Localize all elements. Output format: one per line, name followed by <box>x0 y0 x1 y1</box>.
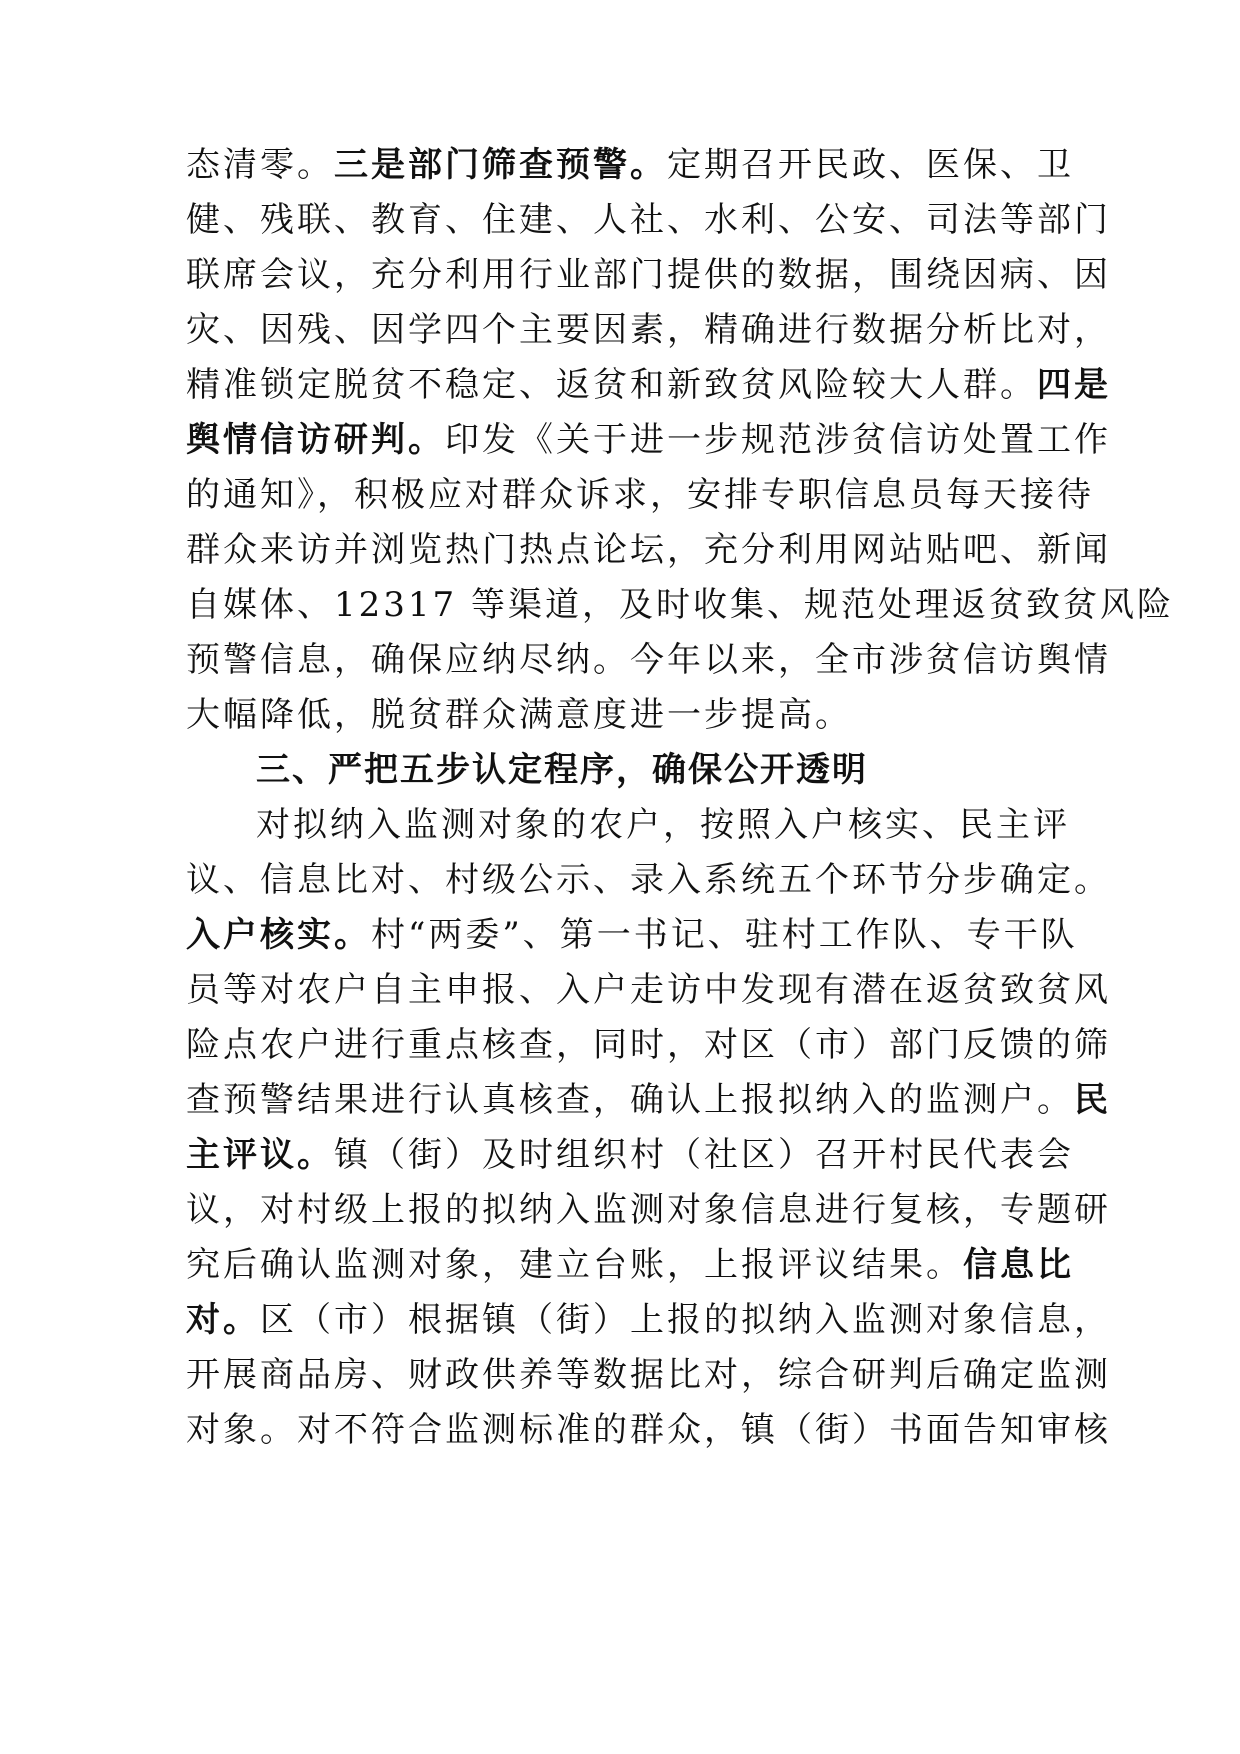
bold-lead-phrase: 信息比 <box>963 1245 1074 1285</box>
text-segment: 议、信息比对、村级公示、录入系统五个环节分步确定。 <box>186 860 1111 900</box>
text-segment: 的通知》，积极应对群众诉求，安排专职信息员每天接待 <box>186 475 1094 515</box>
bold-lead-phrase: 三是部门筛查预警。 <box>334 145 667 185</box>
text-line <box>186 1300 1111 1340</box>
section-heading <box>256 750 1136 790</box>
text-line <box>186 1355 1111 1395</box>
text-line <box>186 1025 1111 1065</box>
text-segment: 镇（街）及时组织村（社区）召开村民代表会 <box>334 1135 1074 1175</box>
text-segment: 健、残联、教育、住建、人社、水利、公安、司法等部门 <box>186 200 1111 240</box>
text-line <box>186 530 1111 570</box>
text-line <box>186 585 1174 625</box>
text-line <box>186 420 1111 460</box>
bold-lead-phrase: 四是 <box>1037 365 1111 405</box>
text-line <box>186 860 1111 900</box>
text-segment: 对拟纳入监测对象的农户，按照入户核实、民主评 <box>256 805 1070 845</box>
text-segment: 区（市）根据镇（街）上报的拟纳入监测对象信息， <box>260 1300 1111 1340</box>
text-line <box>186 970 1111 1010</box>
paragraph-first-line <box>256 805 1136 845</box>
text-segment: 预警信息，确保应纳尽纳。今年以来，全市涉贫信访舆情 <box>186 640 1111 680</box>
text-segment: 开展商品房、财政供养等数据比对，综合研判后确定监测 <box>186 1355 1111 1395</box>
text-line <box>186 200 1111 240</box>
text-line <box>186 1190 1111 1230</box>
text-line <box>186 1135 1074 1175</box>
text-line <box>186 365 1111 405</box>
text-line <box>186 915 1078 955</box>
text-segment: 联席会议，充分利用行业部门提供的数据，围绕因病、因 <box>186 255 1111 295</box>
text-segment: 查预警结果进行认真核查，确认上报拟纳入的监测户。 <box>186 1080 1074 1120</box>
text-segment: 究后确认监测对象，建立台账，上报评议结果。 <box>186 1245 963 1285</box>
text-line <box>186 1410 1111 1450</box>
text-line <box>186 1080 1111 1120</box>
text-segment: 对象。对不符合监测标准的群众，镇（街）书面告知审核 <box>186 1410 1111 1450</box>
text-segment: 村“两委”、第一书记、驻村工作队、专干队 <box>371 915 1078 955</box>
text-line <box>186 255 1111 295</box>
text-segment: 议，对村级上报的拟纳入监测对象信息进行复核，专题研 <box>186 1190 1111 1230</box>
text-line <box>186 475 1094 515</box>
text-segment: 灾、因残、因学四个主要因素，精确进行数据分析比对， <box>186 310 1111 350</box>
bold-lead-phrase: 入户核实。 <box>186 915 371 955</box>
text-segment: 员等对农户自主申报、入户走访中发现有潜在返贫致贫风 <box>186 970 1111 1010</box>
bold-lead-phrase: 民 <box>1074 1080 1111 1120</box>
bold-lead-phrase: 主评议。 <box>186 1135 334 1175</box>
text-line <box>186 640 1111 680</box>
text-segment: 印发《关于进一步规范涉贫信访处置工作 <box>445 420 1111 460</box>
text-line <box>186 310 1111 350</box>
text-segment: 险点农户进行重点核查，同时，对区（市）部门反馈的筛 <box>186 1025 1111 1065</box>
text-segment: 群众来访并浏览热门热点论坛，充分利用网站贴吧、新闻 <box>186 530 1111 570</box>
text-segment: 态清零。 <box>186 145 334 185</box>
section-heading-text: 三、严把五步认定程序，确保公开透明 <box>256 750 868 790</box>
bold-lead-phrase: 对。 <box>186 1300 260 1340</box>
bold-lead-phrase: 舆情信访研判。 <box>186 420 445 460</box>
text-line <box>186 695 1066 735</box>
text-segment: 自媒体、12317 等渠道，及时收集、规范处理返贫致贫风险 <box>186 585 1174 625</box>
text-line <box>186 1245 1074 1285</box>
text-segment: 定期召开民政、医保、卫 <box>667 145 1074 185</box>
text-line <box>186 145 1074 185</box>
text-segment: 大幅降低，脱贫群众满意度进一步提高。 <box>186 695 852 735</box>
text-segment: 精准锁定脱贫不稳定、返贫和新致贫风险较大人群。 <box>186 365 1037 405</box>
